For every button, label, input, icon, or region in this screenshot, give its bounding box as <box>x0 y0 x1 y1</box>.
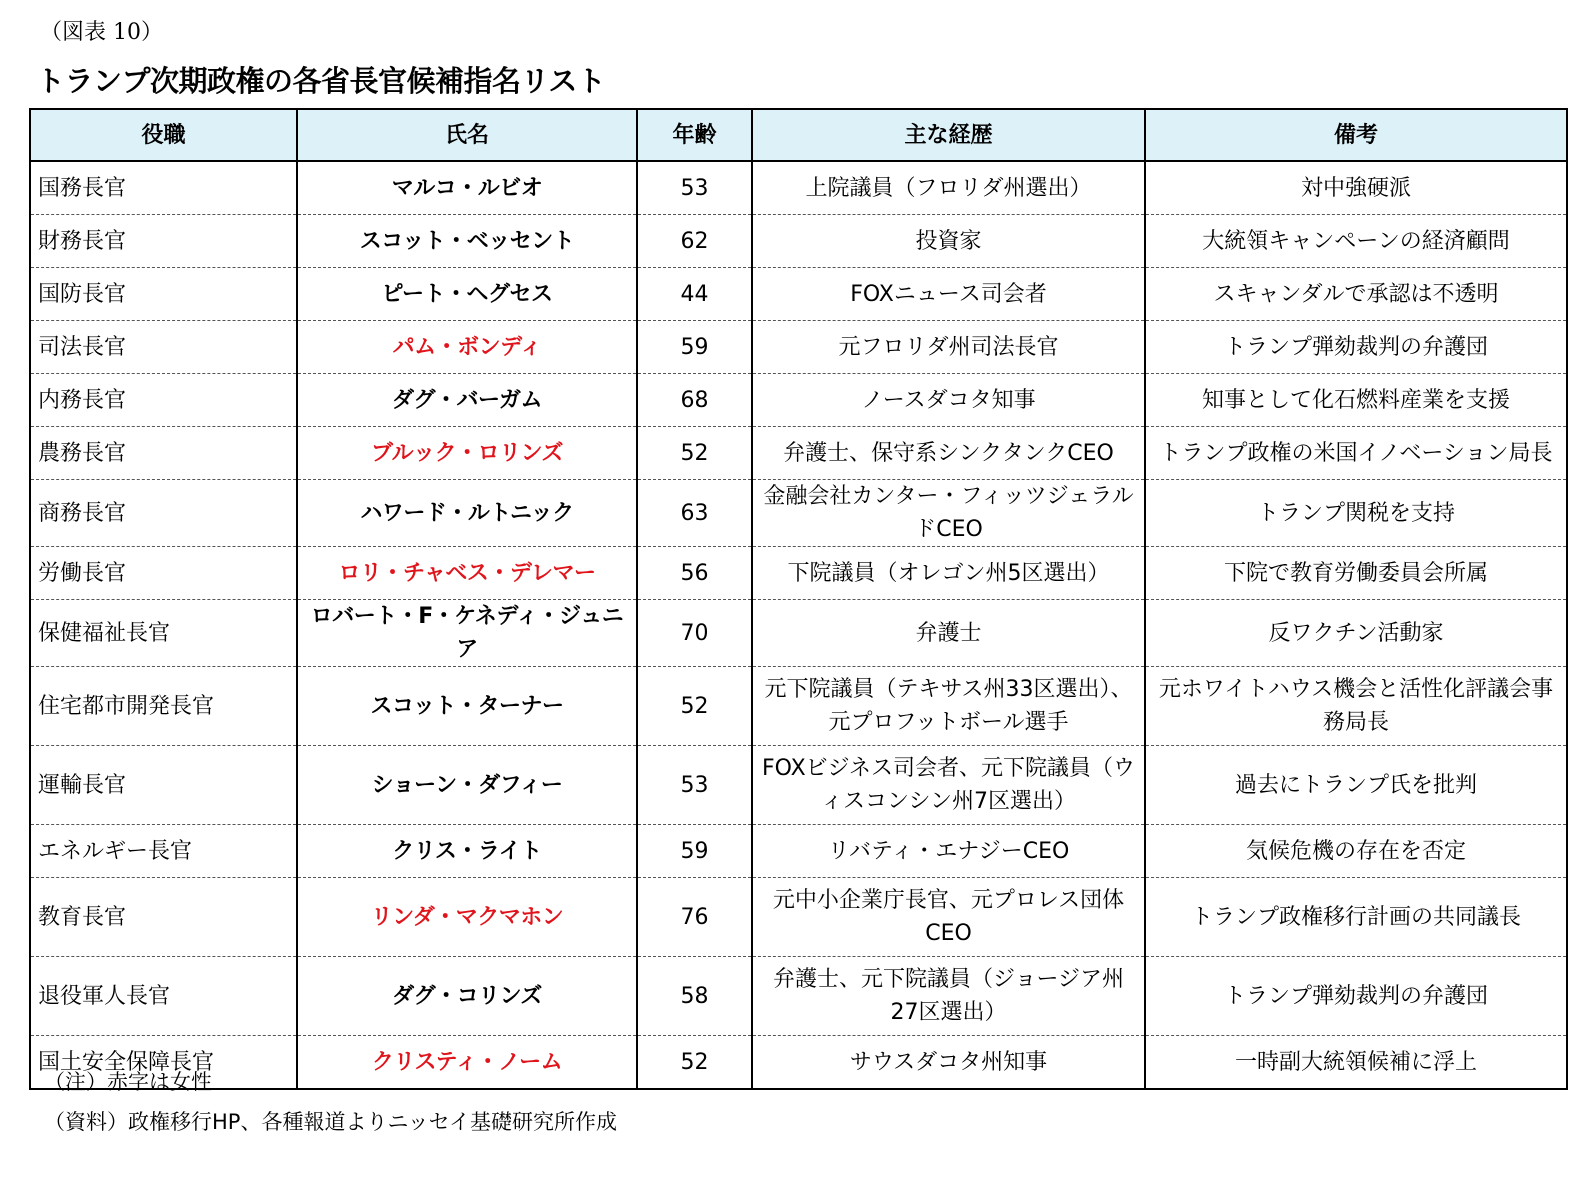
table-row <box>30 321 1567 374</box>
table-row <box>30 547 1567 600</box>
cell-career: 弁護士、保守系シンクタンクCEO <box>752 427 1145 480</box>
cell-name: ピート・ヘグセス <box>297 268 637 321</box>
cell-name: スコット・ベッセント <box>297 215 637 268</box>
cell-name: スコット・ターナー <box>297 667 637 746</box>
cell-note: スキャンダルで承認は不透明 <box>1145 268 1567 321</box>
cell-name: ブルック・ロリンズ <box>297 427 637 480</box>
footnote-note: （注）赤字は女性 <box>44 1070 212 1094</box>
cell-age: 53 <box>637 161 752 215</box>
table-row <box>30 1036 1567 1090</box>
figure-label: （図表 10） <box>40 20 163 45</box>
cell-age: 53 <box>637 746 752 825</box>
cell-role: 国務長官 <box>30 161 297 215</box>
cell-age: 63 <box>637 480 752 547</box>
cell-name: クリス・ライト <box>297 825 637 878</box>
cell-age: 62 <box>637 215 752 268</box>
cell-name: クリスティ・ノーム <box>297 1036 637 1090</box>
cell-note: トランプ弾劾裁判の弁護団 <box>1145 957 1567 1036</box>
cell-career: サウスダコタ州知事 <box>752 1036 1145 1090</box>
cell-note: トランプ関税を支持 <box>1145 480 1567 547</box>
cell-career: 元中小企業庁長官、元プロレス団体CEO <box>752 878 1145 957</box>
header-name: 氏名 <box>297 109 637 161</box>
cell-career: 元フロリダ州司法長官 <box>752 321 1145 374</box>
cell-note: 大統領キャンペーンの経済顧問 <box>1145 215 1567 268</box>
footnote-source: （資料）政権移行HP、各種報道よりニッセイ基礎研究所作成 <box>44 1110 617 1134</box>
header-age: 年齢 <box>637 109 752 161</box>
header-role: 役職 <box>30 109 297 161</box>
cell-age: 52 <box>637 427 752 480</box>
cell-career: 弁護士 <box>752 600 1145 667</box>
cell-role: 退役軍人長官 <box>30 957 297 1036</box>
cell-note: 反ワクチン活動家 <box>1145 600 1567 667</box>
cell-career: 投資家 <box>752 215 1145 268</box>
cell-role: 商務長官 <box>30 480 297 547</box>
cell-age: 44 <box>637 268 752 321</box>
cell-role: 労働長官 <box>30 547 297 600</box>
cell-role: 内務長官 <box>30 374 297 427</box>
cell-note: 知事として化石燃料産業を支援 <box>1145 374 1567 427</box>
cell-role: 国防長官 <box>30 268 297 321</box>
cell-age: 59 <box>637 321 752 374</box>
table-row <box>30 427 1567 480</box>
figure-title: トランプ次期政権の各省長官候補指名リスト <box>36 64 606 98</box>
cell-role: 農務長官 <box>30 427 297 480</box>
cell-role: 国土安全保障長官 <box>30 1036 297 1090</box>
cell-note: 対中強硬派 <box>1145 161 1567 215</box>
cell-note: トランプ政権移行計画の共同議長 <box>1145 878 1567 957</box>
cell-note: 下院で教育労働委員会所属 <box>1145 547 1567 600</box>
cell-career: FOXビジネス司会者、元下院議員（ウィスコンシン州7区選出） <box>752 746 1145 825</box>
header-note: 備考 <box>1145 109 1567 161</box>
cell-role: 財務長官 <box>30 215 297 268</box>
table-row <box>30 480 1567 547</box>
table-row <box>30 600 1567 667</box>
cell-career: 上院議員（フロリダ州選出） <box>752 161 1145 215</box>
cell-career: FOXニュース司会者 <box>752 268 1145 321</box>
cell-note: トランプ政権の米国イノベーション局長 <box>1145 427 1567 480</box>
table-row <box>30 161 1567 215</box>
cell-note: トランプ弾劾裁判の弁護団 <box>1145 321 1567 374</box>
cell-age: 76 <box>637 878 752 957</box>
cell-note: 元ホワイトハウス機会と活性化評議会事務局長 <box>1145 667 1567 746</box>
cell-age: 52 <box>637 667 752 746</box>
cell-name: リンダ・マクマホン <box>297 878 637 957</box>
table-body <box>30 161 1567 1089</box>
table-row <box>30 374 1567 427</box>
cell-career: 金融会社カンター・フィッツジェラルドCEO <box>752 480 1145 547</box>
cell-age: 68 <box>637 374 752 427</box>
cell-career: 元下院議員（テキサス州33区選出）、元プロフットボール選手 <box>752 667 1145 746</box>
cell-note: 過去にトランプ氏を批判 <box>1145 746 1567 825</box>
cell-name: ダグ・バーガム <box>297 374 637 427</box>
cell-name: ハワード・ルトニック <box>297 480 637 547</box>
table-row <box>30 667 1567 746</box>
cell-age: 59 <box>637 825 752 878</box>
cell-age: 70 <box>637 600 752 667</box>
cell-role: 司法長官 <box>30 321 297 374</box>
cell-age: 58 <box>637 957 752 1036</box>
table-row <box>30 957 1567 1036</box>
cell-note: 気候危機の存在を否定 <box>1145 825 1567 878</box>
header-career: 主な経歴 <box>752 109 1145 161</box>
cell-name: パム・ボンディ <box>297 321 637 374</box>
cell-career: 弁護士、元下院議員（ジョージア州27区選出） <box>752 957 1145 1036</box>
cell-role: 運輸長官 <box>30 746 297 825</box>
cell-name: ロバート・F・ケネディ・ジュニア <box>297 600 637 667</box>
cell-role: 保健福祉長官 <box>30 600 297 667</box>
cell-career: 下院議員（オレゴン州5区選出） <box>752 547 1145 600</box>
cell-name: ロリ・チャベス・デレマー <box>297 547 637 600</box>
cell-age: 52 <box>637 1036 752 1090</box>
table-row <box>30 825 1567 878</box>
table-header-row <box>30 109 1567 161</box>
cell-name: ショーン・ダフィー <box>297 746 637 825</box>
cell-role: 住宅都市開発長官 <box>30 667 297 746</box>
cell-note: 一時副大統領候補に浮上 <box>1145 1036 1567 1090</box>
table-row <box>30 215 1567 268</box>
table-row <box>30 268 1567 321</box>
cell-age: 56 <box>637 547 752 600</box>
cell-name: ダグ・コリンズ <box>297 957 637 1036</box>
cell-name: マルコ・ルビオ <box>297 161 637 215</box>
table-row <box>30 746 1567 825</box>
cabinet-nominee-table <box>29 108 1568 1090</box>
cell-role: 教育長官 <box>30 878 297 957</box>
cell-career: ノースダコタ知事 <box>752 374 1145 427</box>
cell-role: エネルギー長官 <box>30 825 297 878</box>
table-row <box>30 878 1567 957</box>
cell-career: リバティ・エナジーCEO <box>752 825 1145 878</box>
